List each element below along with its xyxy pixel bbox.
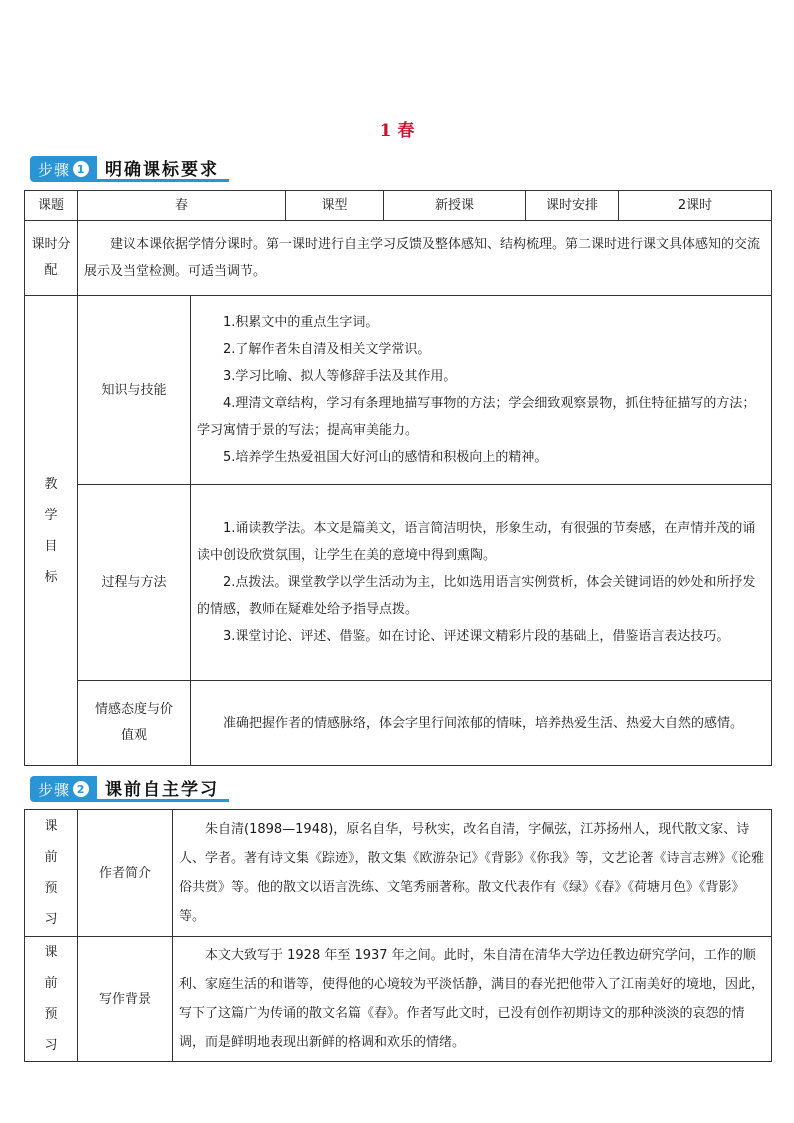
schedule-text: 建议本课依据学情分课时。第一课时进行自主学习反馈及整体感知、结构梳理。第二课时进行课文具体感知的交流展示及当堂检测。可适当调节。 xyxy=(78,221,772,296)
background-label: 写作背景 xyxy=(78,937,173,1062)
table-row xyxy=(25,221,772,296)
list-item: 2.点拨法。课堂教学以学生活动为主，比如选用语言实例赏析，体会关键词语的妙处和所抒发的情感，教师在疑难处给予指导点拨。 xyxy=(197,575,756,617)
goal-label-knowledge: 知识与技能 xyxy=(78,296,191,485)
step-2-badge-label: 步骤 xyxy=(38,780,71,799)
table-row xyxy=(25,485,772,681)
list-item: 3.课堂讨论、评述、借鉴。如在讨论、评述课文精彩片段的基础上，借鉴语言表达技巧。 xyxy=(223,629,730,644)
table-row xyxy=(25,191,772,221)
goal-items-attitude xyxy=(191,681,772,766)
curriculum-table xyxy=(24,190,772,766)
step-1-badge-label: 步骤 xyxy=(38,160,71,179)
step-1-title: 明确课标要求 xyxy=(97,156,229,182)
step-1-header xyxy=(30,156,229,182)
preview-section-label: 课 前 预 习 xyxy=(25,937,78,1062)
type-value: 新授课 xyxy=(384,191,526,221)
goal-label-attitude: 情感态度与价值观 xyxy=(78,681,191,766)
list-item: 1.诵读教学法。本文是篇美文，语言简洁明快，形象生动，有很强的节奏感，在声情并茂的诵读中创设欣赏氛围，让学生在美的意境中得到熏陶。 xyxy=(197,521,756,563)
topic-label: 课题 xyxy=(25,191,78,221)
author-intro-text: 朱自清(1898—1948)，原名自华，号秋实，改名自清，字佩弦，江苏扬州人，现代散文家、诗人、学者。著有诗文集《踪迹》，散文集《欧游杂记》《背影》《你我》等，文艺论著《诗言志辨》《论雅俗共赏》等。他的散文以语言洗练、文笔秀丽著称。散文代表作有《绿》《春》《荷塘月色》《背影》等。 xyxy=(173,810,772,937)
page-title: 1 春 xyxy=(379,121,415,141)
preview-table xyxy=(24,809,772,1062)
table-row xyxy=(25,681,772,766)
arrange-value: 2课时 xyxy=(619,191,772,221)
list-item: 5.培养学生热爱祖国大好河山的感情和积极向上的精神。 xyxy=(223,450,548,465)
step-2-badge xyxy=(30,776,97,802)
step-2-header xyxy=(30,776,229,802)
step-1-badge xyxy=(30,156,97,182)
topic-value: 春 xyxy=(78,191,286,221)
table-row xyxy=(25,810,772,937)
list-item: 4.理清文章结构，学习有条理地描写事物的方法；学会细致观察景物，抓住特征描写的方法；学习寓情于景的写法；提高审美能力。 xyxy=(197,396,756,438)
arrange-label: 课时安排 xyxy=(526,191,619,221)
author-intro-label: 作者简介 xyxy=(78,810,173,937)
schedule-label: 课时分配 xyxy=(25,221,78,296)
list-item: 2.了解作者朱自清及相关文学常识。 xyxy=(223,342,431,357)
goals-label: 教 学 目 标 xyxy=(25,296,78,766)
step-2-number: 2 xyxy=(73,781,89,797)
step-1-number: 1 xyxy=(73,161,89,177)
background-text: 本文大致写于 1928 年至 1937 年之间。此时，朱自清在清华大学边任教边研究学问，工作的顺利、家庭生活的和谐等，使得他的心境较为平淡恬静，满目的春光把他带入了江南美好的境地，因此，写下了这篇广为传诵的散文名篇《春》。作者写此文时，已没有创作初期诗文的那种淡淡的哀怨的情调，而是鲜明地表现出新鲜的格调和欢乐的情绪。 xyxy=(173,937,772,1062)
step-2-title: 课前自主学习 xyxy=(97,776,229,802)
table-row xyxy=(25,937,772,1062)
goal-items-knowledge xyxy=(191,296,772,485)
list-item: 准确把握作者的情感脉络，体会字里行间浓郁的情味，培养热爱生活、热爱大自然的感情。 xyxy=(223,715,744,731)
list-item: 1.积累文中的重点生字词。 xyxy=(223,315,379,330)
preview-section-label: 课 前 预 习 xyxy=(25,810,78,937)
type-label: 课型 xyxy=(286,191,384,221)
table-row xyxy=(25,296,772,485)
list-item: 3.学习比喻、拟人等修辞手法及其作用。 xyxy=(223,369,457,384)
goal-items-process xyxy=(191,485,772,681)
goal-label-process: 过程与方法 xyxy=(78,485,191,681)
